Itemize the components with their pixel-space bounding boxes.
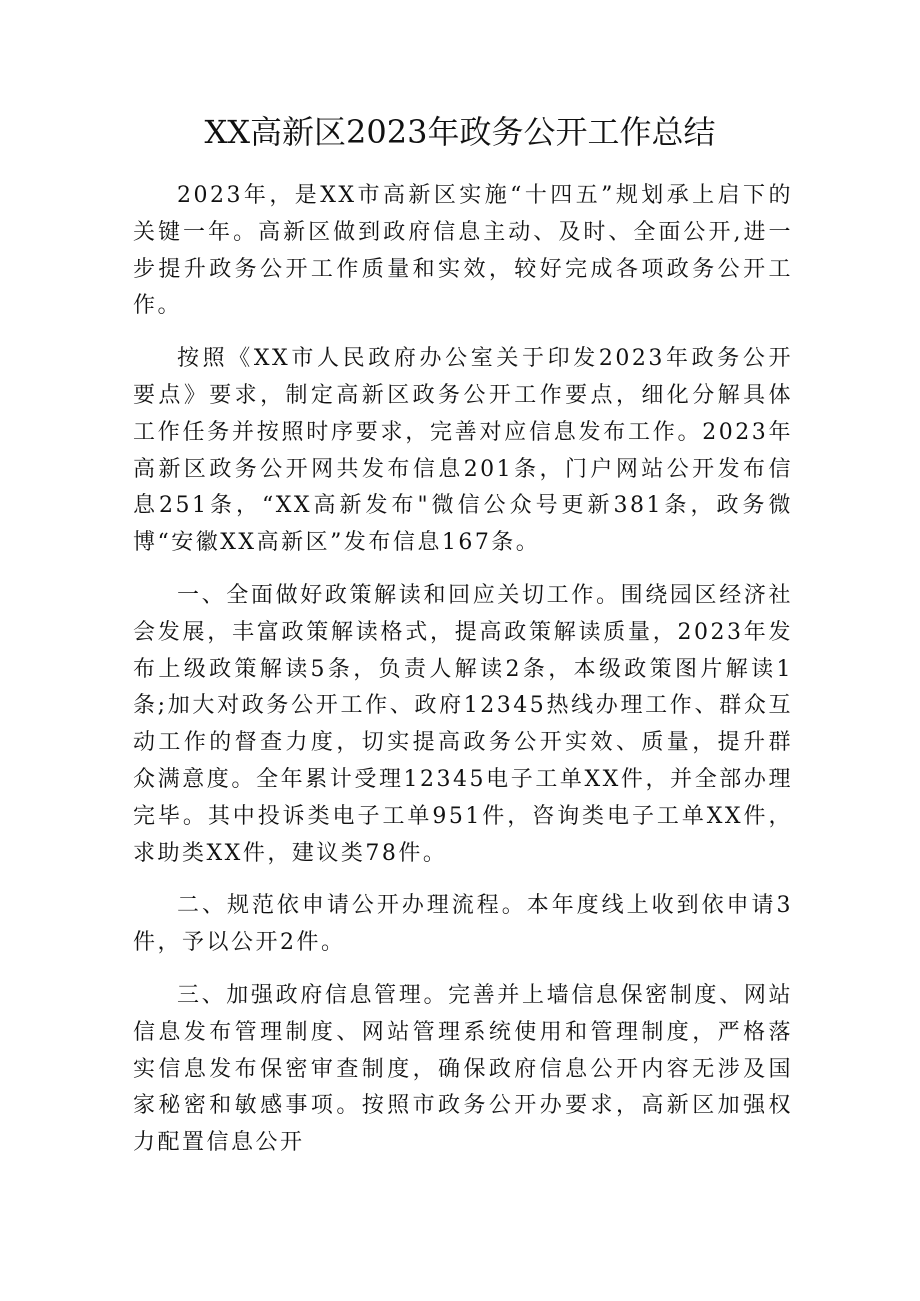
paragraph-intro: 2023年，是XX市高新区实施“十四五”规划承上启下的关键一年。高新区做到政府信息主动、及时、全面公开,进一步提升政务公开工作质量和实效，较好完成各项政务公开工作。 xyxy=(133,183,793,319)
document-body xyxy=(133,178,793,1178)
paragraph-section-3: 三、加强政府信息管理。完善并上墙信息保密制度、网站信息发布管理制度、网站管理系统使用和管理制度，严格落实信息发布保密审查制度，确保政府信息公开内容无涉及国家秘密和敏感事项。按照市政务公开办要求，高新区加强权力配置信息公开 xyxy=(133,982,793,1156)
paragraph-section-1: 一、全面做好政策解读和回应关切工作。围绕园区经济社会发展，丰富政策解读格式，提高政策解读质量，2023年发布上级政策解读5条，负责人解读2条，本级政策图片解读1条;加大对政务公开工作、政府12345热线办理工作、群众互动工作的督查力度，切实提高政务公开实效、质量，提升群众满意度。全年累计受理12345电子工单XX件，并全部办理完毕。其中投诉类电子工单951件，咨询类电子工单XX件，求助类XX件，建议类78件。 xyxy=(133,582,793,866)
paragraph-section-2: 二、规范依申请公开办理流程。本年度线上收到依申请3件，予以公开2件。 xyxy=(133,893,793,956)
paragraph-overview: 按照《XX市人民政府办公室关于印发2023年政务公开要点》要求，制定高新区政务公开工作要点，细化分解具体工作任务并按照时序要求，完善对应信息发布工作。2023年高新区政务公开网共发布信息201条，门户网站公开发布信息251条，“XX高新发布"微信公众号更新381条，政务微博“安徽XX高新区”发布信息167条。 xyxy=(133,346,793,556)
document-title: XX高新区2023年政务公开工作总结 xyxy=(204,113,716,151)
